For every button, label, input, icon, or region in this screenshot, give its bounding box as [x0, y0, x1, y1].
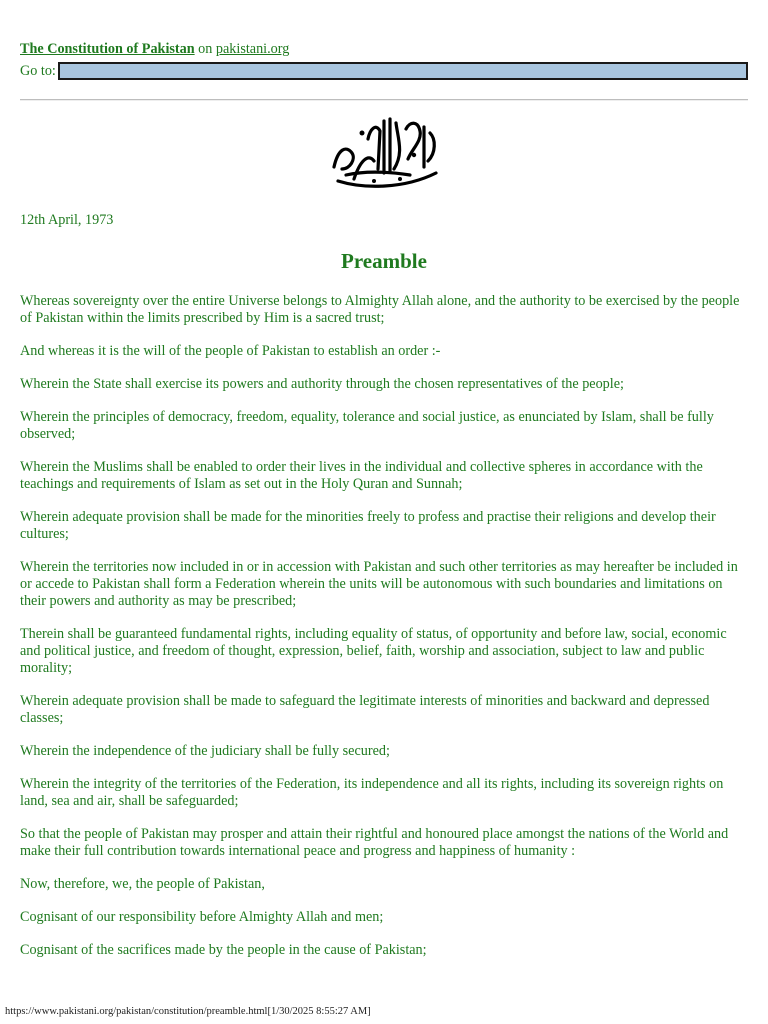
bismillah-calligraphy-icon — [324, 109, 444, 193]
pakistani-org-link[interactable]: pakistani.org — [215, 41, 290, 57]
print-footer-url: https://www.pakistani.org/pakistan/constitution/preamble.html[1/30/2025 8:55:27 AM] — [5, 1006, 371, 1017]
preamble-paragraph: Wherein the State shall exercise its powers and authority through the chosen representatives of the people; — [20, 376, 624, 392]
page-title: Preamble — [341, 249, 427, 273]
preamble-paragraph: Wherein the integrity of the territories of the Federation, its independence and all its rights, including its sovereign rights on land, sea and air, shall be safeguarded; — [20, 776, 724, 809]
goto-row — [20, 60, 748, 82]
preamble-paragraph: Cognisant of our responsibility before Almighty Allah and men; — [20, 909, 384, 925]
preamble-paragraph: Wherein adequate provision shall be made for the minorities freely to profess and practise their religions and develop their cultures; — [20, 509, 716, 542]
preamble-paragraph: Wherein the principles of democracy, freedom, equality, tolerance and social justice, as enunciated by Islam, shall be fully observed; — [20, 409, 714, 442]
site-header — [20, 40, 748, 58]
preamble-paragraph: Wherein the territories now included in or in accession with Pakistan and such other territories as may hereafter be included in or accede to Pakistan shall form a Federation wherein the units will be autonomous with such boundaries and limitations on their powers and authority as may be prescribed; — [20, 559, 738, 609]
preamble-body — [20, 293, 748, 959]
preamble-paragraph: Wherein adequate provision shall be made to safeguard the legitimate interests of minorities and backward and depressed classes; — [20, 693, 710, 726]
preamble-paragraph: Now, therefore, we, the people of Pakistan, — [20, 876, 265, 892]
preamble-paragraph: Wherein the independence of the judiciary shall be fully secured; — [20, 743, 390, 759]
constitution-link[interactable]: The Constitution of Pakistan — [20, 41, 195, 57]
horizontal-rule — [20, 99, 748, 101]
preamble-paragraph: Therein shall be guaranteed fundamental rights, including equality of status, of opportunity and before law, social, economic and political justice, and freedom of thought, expression, belief, faith, worship and association, subject to law and public morality; — [20, 626, 727, 676]
preamble-paragraph: And whereas it is the will of the people of Pakistan to establish an order :- — [20, 343, 441, 359]
header-on-text: on — [194, 41, 216, 57]
preamble-paragraph: So that the people of Pakistan may prosper and attain their rightful and honoured place amongst the nations of the World and make their full contribution towards international peace and progress and happiness of humanity : — [20, 826, 729, 859]
goto-label: Go to: — [20, 62, 56, 79]
document-page — [20, 40, 748, 975]
preamble-paragraph: Wherein the Muslims shall be enabled to order their lives in the individual and collective spheres in accordance with the teachings and requirements of Islam as set out in the Holy Quran and Sunnah; — [20, 459, 703, 492]
preamble-paragraph: Cognisant of the sacrifices made by the people in the cause of Pakistan; — [20, 942, 427, 958]
document-date: 12th April, 1973 — [20, 212, 114, 228]
preamble-paragraph: Whereas sovereignty over the entire Universe belongs to Almighty Allah alone, and the authority to be exercised by the people of Pakistan within the limits prescribed by Him is a sacred trust; — [20, 293, 740, 326]
goto-dropdown[interactable] — [58, 62, 748, 80]
